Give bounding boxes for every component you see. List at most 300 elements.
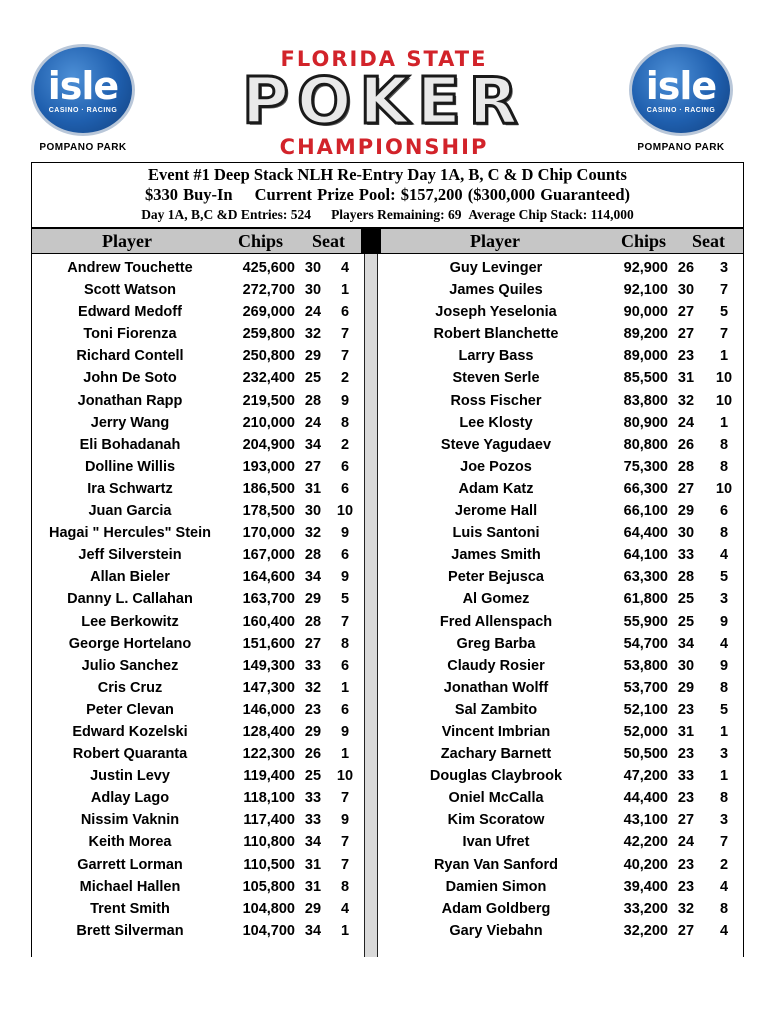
player-name: Steven Serle xyxy=(452,370,540,387)
seat-number: 2 xyxy=(340,436,350,453)
chip-count: 104,700 xyxy=(242,922,295,939)
chip-count: 117,400 xyxy=(243,812,295,829)
championship-title xyxy=(212,48,556,158)
player-name: Larry Bass xyxy=(458,348,534,365)
chip-count: 32,200 xyxy=(623,922,668,939)
table-number: 24 xyxy=(304,304,322,321)
table-number: 27 xyxy=(677,304,695,321)
player-name: Kim Scoratow xyxy=(447,812,545,829)
table-number: 31 xyxy=(677,370,695,387)
table-row xyxy=(380,655,744,677)
seat-number: 9 xyxy=(340,525,350,542)
player-name: Zachary Barnett xyxy=(440,746,552,763)
chip-count: 39,400 xyxy=(623,878,668,895)
table-row xyxy=(380,500,744,522)
seat-number: 10 xyxy=(336,503,354,520)
isle-logo-disc xyxy=(31,44,135,136)
average-chip-stack: Average Chip Stack: 114,000 xyxy=(468,207,634,222)
chip-count: 52,000 xyxy=(623,723,668,740)
table-number: 24 xyxy=(304,414,322,431)
table-row xyxy=(380,434,744,456)
chip-count: 110,800 xyxy=(243,834,295,851)
table-number: 25 xyxy=(677,591,695,608)
chip-count: 63,300 xyxy=(623,569,668,586)
table-header-right xyxy=(380,228,744,254)
table-row xyxy=(380,456,744,478)
table-row xyxy=(31,478,362,500)
chip-count: 52,100 xyxy=(623,701,668,718)
table-row xyxy=(380,699,744,721)
logo-caption: POMPANO PARK xyxy=(39,142,127,153)
table-row xyxy=(380,633,744,655)
table-number: 34 xyxy=(304,436,322,453)
table-row xyxy=(31,544,362,566)
player-name: Peter Bejusca xyxy=(448,569,544,586)
player-name: Eli Bohadanah xyxy=(79,436,181,453)
chip-count: 44,400 xyxy=(623,790,668,807)
chip-count: 193,000 xyxy=(242,458,295,475)
chip-count: 149,300 xyxy=(242,657,295,674)
player-name: John De Soto xyxy=(83,370,177,387)
seat-number: 4 xyxy=(719,922,729,939)
table-number: 32 xyxy=(677,392,695,409)
chip-count: 232,400 xyxy=(242,370,295,387)
table-number: 30 xyxy=(677,657,695,674)
event-stats-line xyxy=(32,205,743,225)
chip-count: 64,100 xyxy=(623,547,668,564)
logo-word: isle xyxy=(645,63,717,108)
table-row xyxy=(380,721,744,743)
seat-number: 8 xyxy=(719,525,729,542)
chip-count: 151,600 xyxy=(242,635,295,652)
table-row xyxy=(380,743,744,765)
table-row xyxy=(380,876,744,898)
player-name: Justin Levy xyxy=(90,768,170,785)
seat-number: 3 xyxy=(719,746,729,763)
table-number: 27 xyxy=(677,326,695,343)
player-name: Steve Yagudaev xyxy=(440,436,552,453)
chip-count: 259,800 xyxy=(242,326,295,343)
player-name: Juan Garcia xyxy=(88,503,172,520)
table-number: 28 xyxy=(677,569,695,586)
table-row xyxy=(31,765,362,787)
seat-number: 6 xyxy=(340,701,350,718)
chip-count: 89,200 xyxy=(623,326,668,343)
players-remaining: Players Remaining: 69 xyxy=(331,207,462,222)
table-row xyxy=(31,831,362,853)
player-name: Damien Simon xyxy=(445,878,547,895)
table-number: 23 xyxy=(677,746,695,763)
player-name: Dolline Willis xyxy=(84,458,176,475)
seat-number: 7 xyxy=(340,834,350,851)
chip-count: 66,300 xyxy=(623,480,668,497)
chip-count: 186,500 xyxy=(242,480,295,497)
chip-count-list-right xyxy=(380,257,744,942)
player-name: Cris Cruz xyxy=(97,679,163,696)
table-row xyxy=(31,611,362,633)
seat-number: 9 xyxy=(340,723,350,740)
player-name: James Quiles xyxy=(449,282,543,299)
seat-number: 1 xyxy=(719,414,729,431)
table-number: 33 xyxy=(677,547,695,564)
seat-number: 7 xyxy=(340,348,350,365)
table-row xyxy=(31,279,362,301)
table-number: 29 xyxy=(677,503,695,520)
chip-count: 92,100 xyxy=(623,282,668,299)
chip-count: 47,200 xyxy=(623,768,668,785)
header-player: Player xyxy=(470,231,520,251)
isle-logo-left xyxy=(28,44,138,153)
table-row xyxy=(380,257,744,279)
table-number: 34 xyxy=(304,834,322,851)
chip-count: 50,500 xyxy=(623,746,668,763)
seat-number: 10 xyxy=(336,768,354,785)
chip-count: 105,800 xyxy=(242,878,295,895)
seat-number: 5 xyxy=(340,591,350,608)
player-name: Adam Katz xyxy=(458,480,534,497)
table-row xyxy=(31,301,362,323)
seat-number: 6 xyxy=(340,657,350,674)
player-name: Lee Berkowitz xyxy=(81,613,179,630)
table-row xyxy=(380,588,744,610)
header-seat: Seat xyxy=(692,231,725,251)
chip-count: 118,100 xyxy=(243,790,295,807)
player-name: Richard Contell xyxy=(76,348,184,365)
table-row xyxy=(380,323,744,345)
chip-count: 80,800 xyxy=(623,436,668,453)
chip-count: 104,800 xyxy=(242,900,295,917)
table-number: 26 xyxy=(677,260,695,276)
player-name: Nissim Vaknin xyxy=(80,812,180,829)
table-number: 27 xyxy=(677,480,695,497)
player-name: Trent Smith xyxy=(90,900,170,917)
player-name: Vincent Imbrian xyxy=(441,723,551,740)
chip-count: 64,400 xyxy=(623,525,668,542)
chip-count: 146,000 xyxy=(242,701,295,718)
seat-number: 2 xyxy=(340,370,350,387)
table-header-left xyxy=(31,228,362,254)
seat-number: 1 xyxy=(340,922,350,939)
player-name: Adlay Lago xyxy=(90,790,170,807)
table-row xyxy=(380,854,744,876)
table-row xyxy=(31,743,362,765)
table-row xyxy=(380,765,744,787)
table-row xyxy=(31,500,362,522)
seat-number: 8 xyxy=(719,436,729,453)
table-row xyxy=(31,434,362,456)
table-number: 23 xyxy=(677,878,695,895)
chip-count: 53,700 xyxy=(623,679,668,696)
table-number: 34 xyxy=(304,922,322,939)
table-number: 29 xyxy=(304,591,322,608)
player-name: Brett Silverman xyxy=(76,922,184,939)
player-name: Danny L. Callahan xyxy=(67,591,193,608)
seat-number: 8 xyxy=(719,679,729,696)
seat-number: 3 xyxy=(719,591,729,608)
header-chips: Chips xyxy=(238,231,284,251)
table-row xyxy=(31,367,362,389)
table-number: 23 xyxy=(677,790,695,807)
table-number: 26 xyxy=(304,746,322,763)
seat-number: 1 xyxy=(340,282,350,299)
table-number: 31 xyxy=(677,723,695,740)
chip-count: 75,300 xyxy=(623,458,668,475)
player-name: Edward Kozelski xyxy=(72,723,188,740)
logo-caption: POMPANO PARK xyxy=(637,142,725,153)
table-row xyxy=(380,831,744,853)
chip-count: 55,900 xyxy=(623,613,668,630)
table-number: 27 xyxy=(677,812,695,829)
seat-number: 1 xyxy=(719,348,729,365)
seat-number: 3 xyxy=(719,260,729,276)
table-row xyxy=(380,787,744,809)
table-row xyxy=(380,809,744,831)
player-name: Robert Blanchette xyxy=(433,326,559,343)
table-number: 29 xyxy=(304,723,322,740)
table-row xyxy=(31,633,362,655)
table-row xyxy=(380,522,744,544)
player-name: Andrew Touchette xyxy=(67,260,193,276)
header-player: Player xyxy=(102,231,152,251)
table-number: 30 xyxy=(304,282,322,299)
table-number: 29 xyxy=(304,900,322,917)
seat-number: 1 xyxy=(340,746,350,763)
table-number: 31 xyxy=(304,878,322,895)
table-row xyxy=(31,655,362,677)
column-divider xyxy=(364,254,378,957)
seat-number: 7 xyxy=(719,282,729,299)
seat-number: 5 xyxy=(719,569,729,586)
prize-pool: Current Prize Pool: $157,200 ($300,000 Guaranteed) xyxy=(254,185,631,204)
player-name: George Hortelano xyxy=(68,635,192,652)
table-number: 26 xyxy=(677,436,695,453)
player-name: Oniel McCalla xyxy=(448,790,544,807)
table-number: 30 xyxy=(677,282,695,299)
table-row xyxy=(31,390,362,412)
table-row xyxy=(31,809,362,831)
table-number: 23 xyxy=(677,701,695,718)
table-number: 31 xyxy=(304,480,322,497)
table-row xyxy=(31,721,362,743)
player-name: Peter Clevan xyxy=(86,701,174,718)
table-row xyxy=(380,611,744,633)
seat-number: 4 xyxy=(719,878,729,895)
player-name: Jonathan Rapp xyxy=(77,392,183,409)
event-title: Event #1 Deep Stack NLH Re-Entry Day 1A, B, C & D Chip Counts xyxy=(148,165,627,184)
chip-count: 128,400 xyxy=(242,723,295,740)
chip-count: 83,800 xyxy=(623,392,668,409)
table-row xyxy=(380,544,744,566)
seat-number: 6 xyxy=(340,458,350,475)
header-chips: Chips xyxy=(621,231,667,251)
seat-number: 1 xyxy=(340,679,350,696)
chip-count: 160,400 xyxy=(242,613,295,630)
chip-count: 90,000 xyxy=(623,304,668,321)
table-number: 32 xyxy=(304,679,322,696)
table-number: 32 xyxy=(304,326,322,343)
chip-count: 54,700 xyxy=(623,635,668,652)
player-name: Ryan Van Sanford xyxy=(433,856,559,873)
table-number: 34 xyxy=(304,569,322,586)
player-name: Michael Hallen xyxy=(79,878,181,895)
chip-count: 66,100 xyxy=(623,503,668,520)
table-number: 29 xyxy=(677,679,695,696)
title-bottom: CHAMPIONSHIP xyxy=(279,135,489,159)
seat-number: 2 xyxy=(719,856,729,873)
table-number: 23 xyxy=(677,856,695,873)
isle-logo-right xyxy=(626,44,736,153)
table-number: 25 xyxy=(304,370,322,387)
player-name: Douglas Claybrook xyxy=(429,768,563,785)
table-number: 27 xyxy=(304,635,322,652)
player-name: Sal Zambito xyxy=(454,701,538,718)
table-number: 24 xyxy=(677,834,695,851)
seat-number: 4 xyxy=(719,547,729,564)
player-name: James Smith xyxy=(451,547,541,564)
table-number: 27 xyxy=(304,458,322,475)
player-name: Allan Bieler xyxy=(90,569,170,586)
logo-word: isle xyxy=(47,63,119,108)
table-row xyxy=(380,279,744,301)
table-number: 23 xyxy=(677,348,695,365)
player-name: Ira Schwartz xyxy=(87,480,173,497)
chip-count: 163,700 xyxy=(242,591,295,608)
chip-count: 219,500 xyxy=(242,392,295,409)
table-row xyxy=(31,257,362,279)
table-number: 29 xyxy=(304,348,322,365)
chip-count: 269,000 xyxy=(242,304,295,321)
table-row xyxy=(31,323,362,345)
table-number: 33 xyxy=(304,812,322,829)
title-top: FLORIDA STATE xyxy=(280,47,488,71)
seat-number: 7 xyxy=(719,834,729,851)
player-name: Gary Viebahn xyxy=(449,922,543,939)
player-name: Ivan Ufret xyxy=(462,834,530,851)
table-row xyxy=(380,345,744,367)
table-number: 32 xyxy=(677,900,695,917)
table-row xyxy=(380,390,744,412)
table-row xyxy=(380,367,744,389)
chip-count: 89,000 xyxy=(623,348,668,365)
chip-count: 61,800 xyxy=(623,591,668,608)
chip-count: 119,400 xyxy=(243,768,295,785)
seat-number: 10 xyxy=(715,392,733,409)
table-row xyxy=(380,898,744,920)
table-number: 28 xyxy=(677,458,695,475)
table-row xyxy=(31,522,362,544)
player-name: Luis Santoni xyxy=(452,525,540,542)
event-prize-line xyxy=(32,185,743,205)
table-row xyxy=(380,566,744,588)
seat-number: 9 xyxy=(340,569,350,586)
player-name: Jerome Hall xyxy=(454,503,538,520)
chip-count: 122,300 xyxy=(242,746,295,763)
chip-count: 204,900 xyxy=(242,436,295,453)
logo-sub: CASINO · RACING xyxy=(646,106,716,114)
seat-number: 5 xyxy=(719,304,729,321)
player-name: Garrett Lorman xyxy=(77,856,183,873)
chip-count: 164,600 xyxy=(242,569,295,586)
chip-count: 170,000 xyxy=(242,525,295,542)
player-name: Keith Morea xyxy=(88,834,172,851)
table-number: 34 xyxy=(677,635,695,652)
table-number: 24 xyxy=(677,414,695,431)
table-row xyxy=(31,456,362,478)
player-name: Robert Quaranta xyxy=(72,746,188,763)
chip-count: 40,200 xyxy=(623,856,668,873)
player-name: Al Gomez xyxy=(462,591,530,608)
seat-number: 4 xyxy=(719,635,729,652)
table-row xyxy=(31,588,362,610)
chip-count: 80,900 xyxy=(623,414,668,431)
chip-count: 178,500 xyxy=(242,503,295,520)
seat-number: 8 xyxy=(340,414,350,431)
table-number: 27 xyxy=(677,922,695,939)
table-number: 33 xyxy=(304,657,322,674)
table-number: 31 xyxy=(304,856,322,873)
player-name: Guy Levinger xyxy=(449,260,543,276)
chip-count: 167,000 xyxy=(242,547,295,564)
chip-count: 42,200 xyxy=(623,834,668,851)
seat-number: 4 xyxy=(340,260,350,276)
table-number: 30 xyxy=(304,260,322,276)
table-row xyxy=(380,412,744,434)
player-name: Jonathan Wolff xyxy=(443,679,549,696)
table-row xyxy=(380,478,744,500)
seat-number: 9 xyxy=(340,812,350,829)
header-seat: Seat xyxy=(312,231,345,251)
player-name: Joe Pozos xyxy=(460,458,532,475)
seat-number: 6 xyxy=(340,304,350,321)
player-name: Toni Fiorenza xyxy=(83,326,177,343)
table-row xyxy=(380,301,744,323)
chip-count-list-left xyxy=(31,257,362,942)
seat-number: 6 xyxy=(719,503,729,520)
seat-number: 6 xyxy=(340,480,350,497)
player-name: Claudy Rosier xyxy=(447,657,545,674)
table-row xyxy=(31,898,362,920)
table-row xyxy=(31,677,362,699)
table-number: 25 xyxy=(304,768,322,785)
event-info-box xyxy=(31,162,744,228)
seat-number: 8 xyxy=(340,635,350,652)
player-name: Lee Klosty xyxy=(459,414,533,431)
seat-number: 7 xyxy=(340,856,350,873)
seat-number: 1 xyxy=(719,723,729,740)
seat-number: 9 xyxy=(340,392,350,409)
table-row xyxy=(31,699,362,721)
chip-count: 147,300 xyxy=(242,679,295,696)
seat-number: 8 xyxy=(719,900,729,917)
seat-number: 6 xyxy=(340,547,350,564)
player-name: Fred Allenspach xyxy=(439,613,553,630)
table-number: 23 xyxy=(304,701,322,718)
table-row xyxy=(31,412,362,434)
player-name: Joseph Yeselonia xyxy=(435,304,557,321)
buy-in: $330 Buy-In xyxy=(144,185,233,204)
chip-count: 110,500 xyxy=(243,856,295,873)
table-row xyxy=(31,787,362,809)
table-number: 32 xyxy=(304,525,322,542)
seat-number: 8 xyxy=(719,458,729,475)
seat-number: 10 xyxy=(715,480,733,497)
column-divider-top xyxy=(362,228,380,254)
seat-number: 7 xyxy=(340,790,350,807)
seat-number: 9 xyxy=(719,657,729,674)
entries: Day 1A, B,C &D Entries: 524 xyxy=(141,207,312,222)
chip-count: 425,600 xyxy=(242,260,295,276)
table-number: 33 xyxy=(677,768,695,785)
